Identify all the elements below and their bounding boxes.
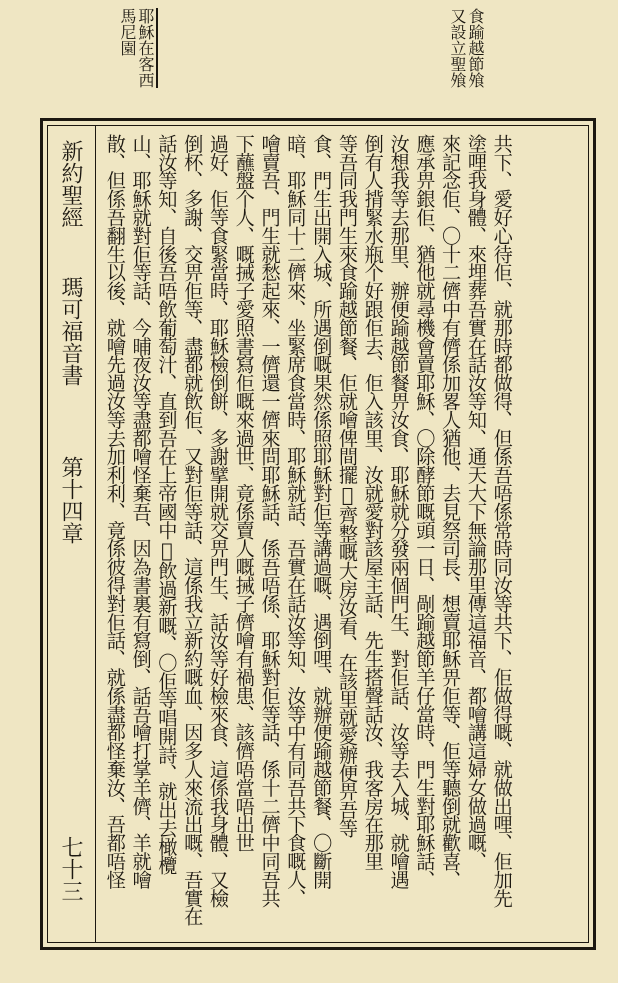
text-line: 話汝等知、自後吾唔飲葡萄汁、直到吾在上帝國中𢩾飲過新嘅、〇佢等唱開詩、就出去橄欖 (155, 134, 179, 874)
header-note-left (118, 8, 154, 113)
show-through-text (178, 10, 438, 110)
text-line: 噲賣吾、門生就愁起來、一儕還一儕來問耶穌話、係吾唔係、耶穌對佢等話、係十二儕中同吾共 (258, 134, 282, 907)
header-note-right-line-1: 食踰越節飧 (466, 8, 485, 88)
text-line: 過好、佢等食緊當時、耶穌檢倒餅、多謝擘開就交畀門生、話汝等好檢來食、這係我身體、又檢 (206, 134, 230, 907)
text-line: 汝想我等去那里、辦便踰越節餐畀汝食、耶穌就分發兩個門生、對佢話、汝等去入城、就噲遇 (387, 134, 411, 889)
text-line: 倒有人揹緊水瓶个好跟佢去、佢入該里、汝就愛對該屋主話、先生搭聲話汝、我客房在那里 (361, 134, 385, 871)
body-text (102, 134, 515, 942)
page-frame (40, 118, 596, 950)
book-title: 新約聖經 (58, 140, 83, 228)
header-note-right-line-2: 又設立聖飧 (448, 8, 467, 88)
header-note-right (448, 8, 484, 108)
text-line: 等吾同我門生來食踰越節餐、佢就噲俾間擺𢩾齊整嘅大房汝看、在該里就愛辦便畀吾等 (335, 134, 359, 838)
text-line: 倒杯、多謝、交畀佢等、盡都就飲佢、又對佢等話、這係我立新約嘅血、因多人來流出嘅、吾實在 (181, 134, 205, 926)
text-line: 應承畀銀佢、猶他就尋機會賣耶穌、〇除酵節嘅頭一日、剮踰越節羊仔當時、門生對耶穌話、 (413, 134, 437, 889)
text-line: 食、門生出開入城、所遇倒嘅果然係照耶穌對佢等講過嘅、遇倒哩、就辦便踰越節餐、〇斷開 (310, 134, 334, 889)
text-line: 山、耶穌就對佢等話、今晡夜汝等盡都噲怪棄吾、因為書裏有寫倒、話吾噲打掌羊儕、羊就噲 (129, 134, 153, 889)
page-number: 七十三 (58, 836, 83, 902)
header-note-left-line-2: 馬尼園 (118, 8, 137, 56)
chapter-label: 第十四章 (58, 456, 83, 544)
text-line: 下蘸盤个人、嘅𢬿子愛照書寫佢嘅來過世、竟係賣人嘅𢬿子儕噲有禍患、該儕唔當唔出世 (232, 134, 256, 852)
text-line: 塗哩我身體、來埋葬吾實在話汝等知、通天大下無論那里傳這福音、都噲講這婦女做過嘅、 (464, 134, 488, 871)
header-note-left-line-1: 耶穌在客西 (136, 8, 158, 88)
text-line: 共下、愛好心待佢、就那時都做得、但係吾唔係常時同汝等共下、佢做得嘅、就做出哩、佢加先 (490, 134, 514, 907)
text-line: 散、但係吾翻生以後、就噲先過汝等去加利利、竟係彼得對佢話、就係盡都怪棄汝、吾都唔怪 (103, 134, 127, 889)
body-text-area (96, 126, 588, 942)
running-head-column (48, 126, 96, 942)
text-line: 暗、耶穌同十二儕來、坐緊席食當時、耶穌就話、吾實在話汝等知、汝等中有同吾共下食嘅人、 (284, 134, 308, 907)
page-frame-inner (47, 125, 589, 943)
gospel-name: 瑪可福音書 (58, 276, 83, 386)
text-line: 來記念佢、〇十二儕中有儕係加畧人猶他、去見祭司長、想賣耶穌畀佢等、佢等聽倒就歡喜、 (439, 134, 463, 889)
